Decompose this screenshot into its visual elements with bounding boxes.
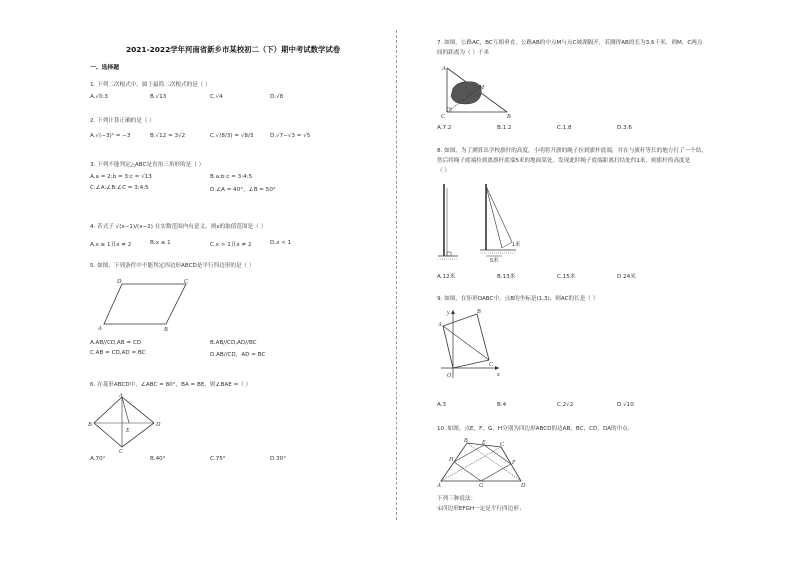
q1-option-c: C.√4 <box>210 94 223 100</box>
q8-stem-line2: 然后将绳子底端拉到离旗杆底端5米的地面某处，发现此时绳子底端距离打结处约1米，则旗杆的高度是 <box>437 158 691 164</box>
q2-option-b: B.√12 = 3√2 <box>150 133 186 139</box>
q10-label-g: G <box>479 483 484 489</box>
q10-subtext-1: 下列三种说法： <box>437 496 477 502</box>
column-divider <box>396 30 397 520</box>
q9-option-c: C.2√2 <box>557 402 574 408</box>
q5-stem: 5. 如图，下列条件中不能判定四边形ABCD是平行四边形的是（ ） <box>90 263 255 269</box>
q7-option-b: B.1.2 <box>497 125 512 131</box>
q7-label-m: M <box>479 85 484 91</box>
section-heading: 一、选择题 <box>90 65 119 71</box>
q9-label-x: x <box>497 372 500 378</box>
q7-stem-line2: 间的距离为（ ）千米 <box>437 50 490 56</box>
q1-option-d: D.√8 <box>270 94 284 100</box>
q9-option-a: A.3 <box>437 402 447 408</box>
q6-option-a: A.70° <box>90 456 106 462</box>
q3-option-c: C.∠A:∠B:∠C = 3:4:5 <box>90 185 149 191</box>
q9-label-o: O <box>447 373 452 379</box>
q8-option-d: D.24米 <box>617 274 636 280</box>
q8-label-five-m: 5米 <box>490 258 499 264</box>
q1-option-b: B.√13 <box>150 94 167 100</box>
q7-stem-line1: 7. 如图，公路AC，BC互相垂直，公路AB的中点M与点C被湖隔开，若测得AB的长为3.6千米，则M，C两点 <box>437 40 703 46</box>
q5-parallelogram-figure <box>96 276 196 334</box>
q5-label-c: C <box>184 279 189 285</box>
q2-option-c: C.√(8/3) = √8/3 <box>210 133 254 139</box>
q7-label-a: A <box>442 66 446 72</box>
q6-rhombus-figure <box>88 393 164 455</box>
q9-stem: 9. 如图，在矩形OABC中，点B的坐标是(1,3)，则AC的长是（ ） <box>437 296 599 302</box>
q2-stem: 2. 下列计算正确的是（ ） <box>90 118 155 124</box>
q8-stem-line3: （ ） <box>437 168 450 174</box>
q4-option-b: B.x ≤ 1 <box>150 240 171 246</box>
q6-label-e: E <box>126 428 130 434</box>
q9-label-c: C <box>489 362 494 368</box>
q5-label-d: D <box>117 279 122 285</box>
q4-option-a: A.x ≥ 1且x ≠ 2 <box>90 242 132 248</box>
q10-stem: 10. 如图，点E，F，G，H分别为四边形ABCD的边AB，BC，CD，DA的中点． <box>437 426 634 432</box>
q6-label-b: B <box>88 422 92 428</box>
q5-option-c: C.AB = CD,AD = BC <box>90 350 146 356</box>
q6-option-c: C.75° <box>210 456 226 462</box>
q7-label-c: C <box>441 114 446 120</box>
q6-stem: 6. 在菱形ABCD中，∠ABC = 80°，BA = BE，则∠BAE =（ ） <box>90 382 252 388</box>
q10-quadrilateral-figure <box>437 437 527 487</box>
q10-label-c: C <box>500 442 505 448</box>
q3-option-d: D.∠A = 40°，∠B = 50° <box>210 187 276 193</box>
q7-label-b: B <box>507 114 511 120</box>
q8-option-a: A.12米 <box>437 274 456 280</box>
q8-label-one-m: 1米 <box>512 242 521 248</box>
q2-option-d: D.√7−√3 = √5 <box>270 133 311 139</box>
q10-label-e: E <box>482 440 486 446</box>
q2-option-a: A.√(−3)² = −3 <box>90 133 131 139</box>
q8-stem-line1: 8. 如图，为了测算出学校旗杆的高度，小明将升旗的绳子拉到旗杆底端，并在与旗杆等长的地方打了一个结， <box>437 148 708 154</box>
q3-option-b: B.a:b:c = 3:4:5 <box>210 174 253 180</box>
q4-stem: 4. 若式子 √(x−1)/(x−2) 在实数范围内有意义，则x的取值范围是（ ） <box>90 224 267 230</box>
q5-label-b: B <box>164 327 168 333</box>
q3-option-a: A.a = 2:b = 3:c = √13 <box>90 174 152 180</box>
q6-label-a: A <box>119 393 123 399</box>
q10-label-a: A <box>437 483 441 489</box>
q4-option-c: C.x > 1且x ≠ 2 <box>210 242 252 248</box>
q9-label-b: B <box>477 309 481 315</box>
q1-stem: 1. 下列二次根式中，属于最简二次根式的是（ ） <box>90 82 211 88</box>
q8-option-b: B.13米 <box>497 274 516 280</box>
q3-stem: 3. 下列不能判定△ABC是直角三角形的是（ ） <box>90 162 205 168</box>
q9-label-y: y <box>447 310 450 316</box>
q5-option-d: D.AB//CD，AD = BC <box>210 352 266 358</box>
q8-flagpole-figures <box>436 180 536 264</box>
q4-option-d: D.x < 1 <box>270 240 292 246</box>
q8-option-c: C.15米 <box>557 274 576 280</box>
q7-option-a: A.7.2 <box>437 125 452 131</box>
q1-option-a: A.√0.3 <box>90 94 108 100</box>
q9-option-b: B.4 <box>497 402 507 408</box>
q6-label-c: C <box>119 449 124 455</box>
q6-option-d: D.30° <box>270 456 287 462</box>
q7-option-c: C.1.8 <box>557 125 572 131</box>
q7-option-d: D.3.6 <box>617 125 632 131</box>
q5-option-b: B.AB//CD,AD//BC <box>210 340 257 346</box>
q5-label-a: A <box>98 326 102 332</box>
q10-label-d: D <box>521 483 526 489</box>
q10-label-h: H <box>449 457 454 463</box>
q6-label-d: D <box>156 422 161 428</box>
q10-label-f: F <box>512 460 516 466</box>
q5-option-a: A.AB//CD,AB = CD <box>90 340 142 346</box>
q10-subtext-2: ①四边形EFGH一定是平行四边形； <box>437 506 525 512</box>
q9-rectangle-figure <box>437 306 503 386</box>
q9-option-d: D.√10 <box>617 402 634 408</box>
q10-label-b: B <box>464 438 468 444</box>
exam-title: 2021-2022学年河南省新乡市某校初二（下）期中考试数学试卷 <box>126 45 341 54</box>
q7-lake-figure <box>437 62 517 120</box>
q9-label-a: A <box>438 322 442 328</box>
q6-option-b: B.40° <box>150 456 166 462</box>
